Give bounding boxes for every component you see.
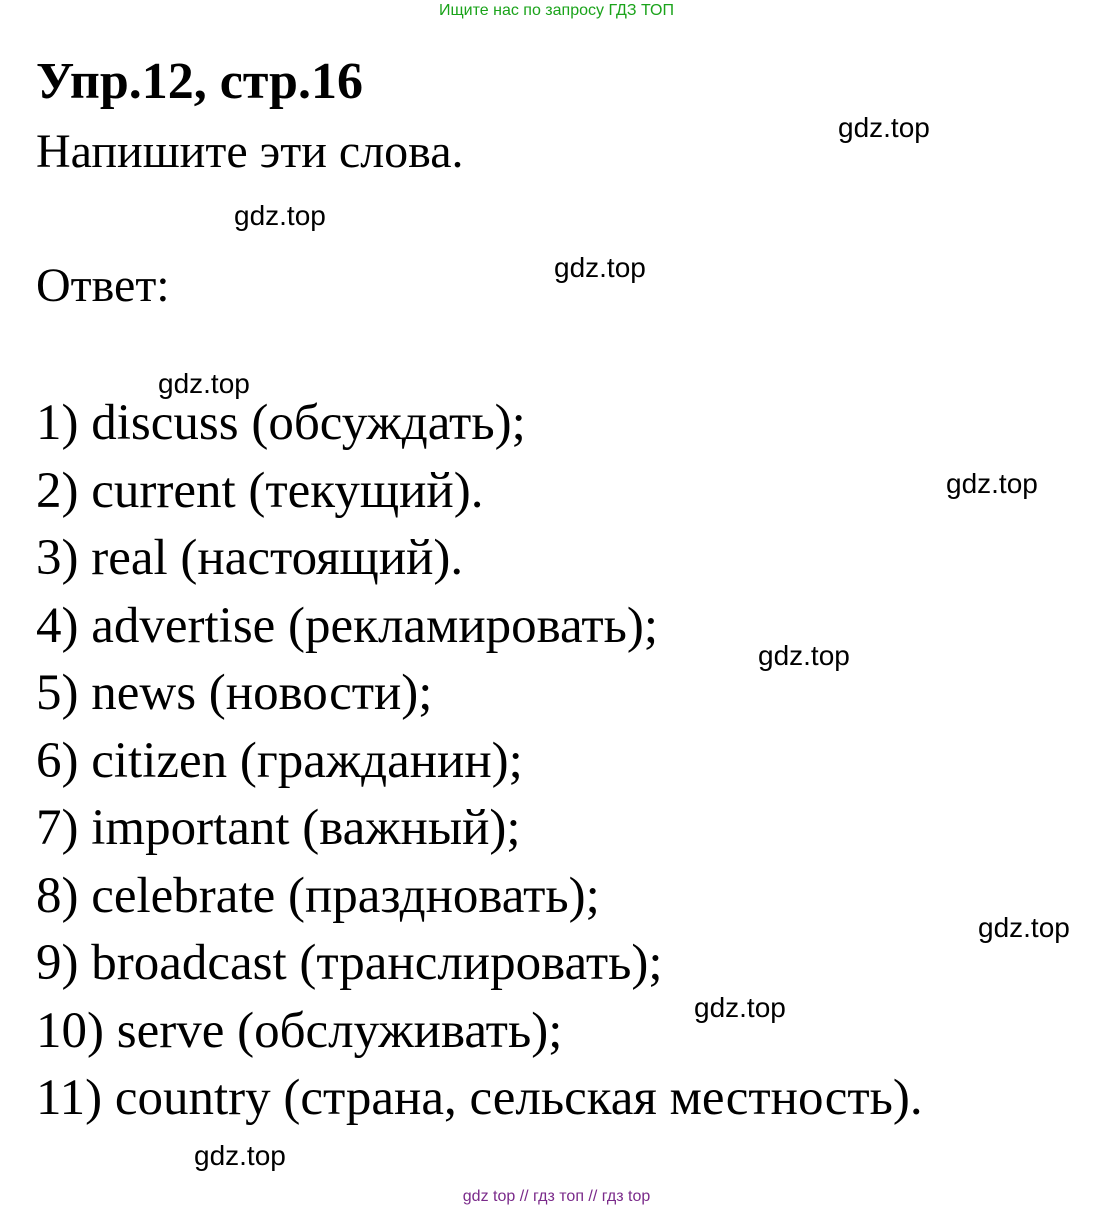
instruction-text: Напишите эти слова. [36, 125, 464, 178]
answer-label: Ответ: [36, 259, 170, 312]
footer: gdz top // гдз топ // гдз top [462, 1188, 651, 1205]
watermark: gdz.top [838, 112, 930, 143]
answer-item-2: 2) current (текущий). [36, 462, 484, 519]
exercise-heading: Упр.12, стр.16 [36, 53, 363, 110]
answer-item-3: 3) real (настоящий). [36, 530, 464, 586]
answer-item-8: 8) celebrate (праздновать); [36, 867, 600, 924]
watermark: gdz.top [554, 252, 646, 283]
top-banner: Ищите нас по запросу ГДЗ ТОП [439, 2, 674, 19]
answer-item-10: 10) serve (обслуживать); [36, 1002, 563, 1059]
answer-item-4: 4) advertise (рекламировать); [36, 597, 659, 654]
watermark: gdz.top [946, 468, 1038, 499]
answer-item-1: 1) discuss (обсуждать); [36, 395, 526, 451]
watermark: gdz.top [694, 992, 786, 1023]
answer-item-9: 9) broadcast (транслировать); [36, 935, 663, 991]
watermark: gdz.top [978, 912, 1070, 943]
watermark: gdz.top [194, 1140, 286, 1171]
answer-item-7: 7) important (важный); [36, 800, 521, 856]
watermark: gdz.top [158, 368, 250, 399]
watermark: gdz.top [758, 640, 850, 671]
answer-item-6: 6) citizen (гражданин); [36, 732, 523, 789]
answer-item-11: 11) country (страна, сельская местность). [36, 1070, 923, 1126]
answer-list [36, 390, 923, 1133]
watermark: gdz.top [234, 200, 326, 231]
answer-item-5: 5) news (новости); [36, 665, 433, 721]
